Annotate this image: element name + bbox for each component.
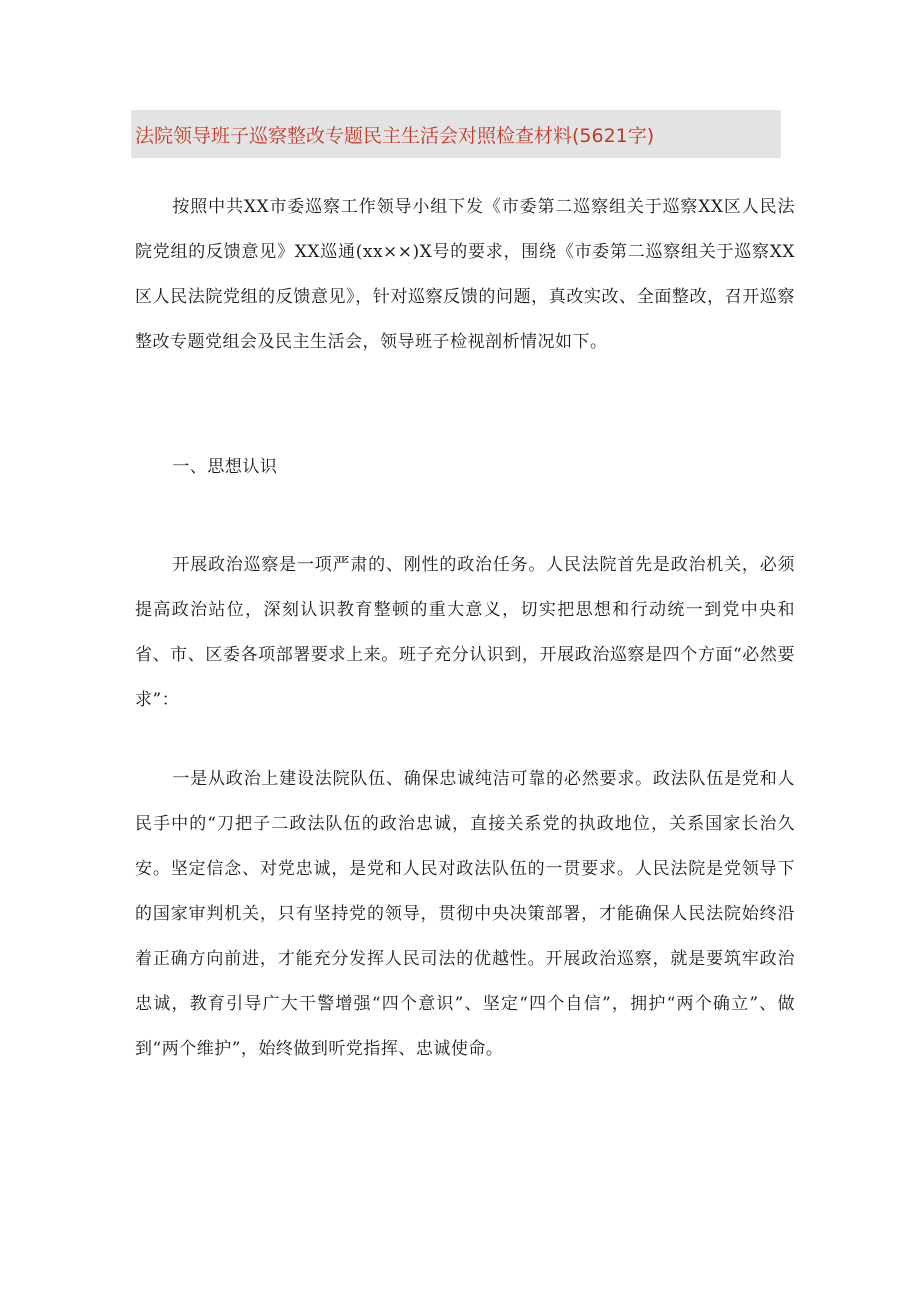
intro-paragraph: 按照中共XX市委巡察工作领导小组下发《市委第二巡察组关于巡察XX区人民法院党组的反馈意见》XX巡通(xx××)X号的要求，围绕《市委第二巡察组关于巡察XX区人民法院党组的反馈意见》，针对巡察反馈的问题，真改实改、全面整改，召开巡察整改专题党组会及民主生活会，领导班子检视剖析情况如下。 xyxy=(135,197,795,352)
body-paragraph-2: 一是从政治上建设法院队伍、确保忠诚纯洁可靠的必然要求。政法队伍是党和人民手中的“刀把子二政法队伍的政治忠诚，直接关系党的执政地位，关系国家长治久安。坚定信念、对党忠诚，是党和人民对政法队伍的一贯要求。人民法院是党领导下的国家审判机关，只有坚持党的领导，贯彻中央决策部署，才能确保人民法院始终沿着正确方向前进，才能充分发挥人民司法的优越性。开展政治巡察，就是要筑牢政治忠诚，教育引导广大干警增强“四个意识”、坚定“四个自信”，拥护“两个确立”、做到“两个维护”，始终做到听党指挥、忠诚使命。 xyxy=(135,769,795,1059)
intro-paragraph-block xyxy=(135,185,795,365)
body-paragraph-1: 开展政治巡察是一项严肃的、刚性的政治任务。人民法院首先是政治机关，必须提高政治站位，深刻认识教育整顿的重大意义，切实把思想和行动统一到党中央和省、市、区委各项部署要求上来。班子充分认识到，开展政治巡察是四个方面“必然要求”： xyxy=(135,555,795,710)
body-paragraph-block-2 xyxy=(135,757,795,1072)
section-heading-block xyxy=(135,445,795,490)
document-title-banner xyxy=(131,110,781,158)
body-paragraph-block-1 xyxy=(135,543,795,723)
document-title: 法院领导班子巡察整改专题民主生活会对照检查材料(5621字) xyxy=(135,124,655,147)
section-heading: 一、思想认识 xyxy=(172,457,278,477)
